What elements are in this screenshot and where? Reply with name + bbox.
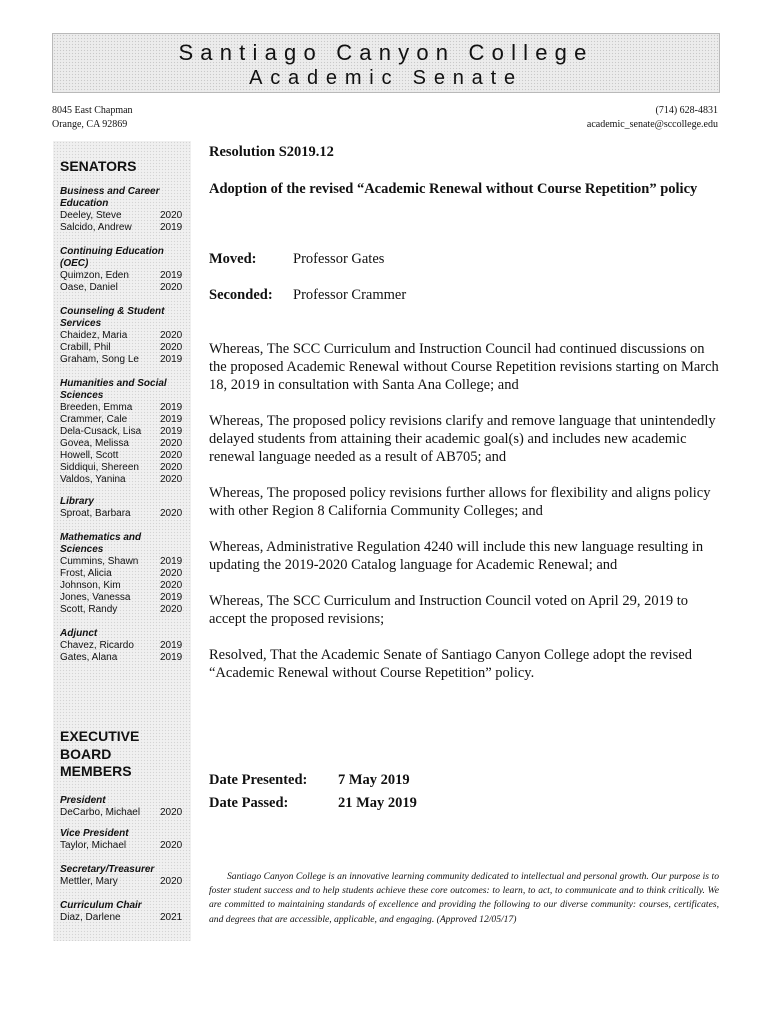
senator-group	[60, 246, 190, 294]
sidebar	[53, 141, 191, 941]
senator-group	[60, 186, 190, 234]
resolved-paragraph: Resolved, That the Academic Senate of Santiago Canyon College adopt the revised “Academic Renewal without Course Repetition” policy.	[209, 647, 692, 681]
contact-info	[587, 104, 718, 132]
group-title: President	[60, 795, 106, 806]
whereas-paragraph-4: Whereas, Administrative Regulation 4240 will include this new language resulting in updating the 2019-2020 Catalog language for Academic Renewal; and	[209, 539, 704, 573]
member-name: Crabill, Phil	[60, 342, 111, 353]
senator-group	[60, 900, 190, 924]
member-name: Cummins, Shawn	[60, 556, 139, 567]
member-term-year: 2020	[160, 568, 183, 579]
member-term-year: 2019	[160, 640, 183, 651]
senator-group	[60, 496, 190, 520]
member-name: Valdos, Yanina	[60, 474, 126, 485]
member-name: Johnson, Kim	[60, 580, 121, 591]
member-row	[60, 342, 190, 354]
member-term-year: 2020	[160, 580, 183, 591]
member-term-year: 2020	[160, 474, 183, 485]
member-row	[60, 450, 190, 462]
member-term-year: 2019	[160, 556, 183, 567]
whereas-paragraph-5: Whereas, The SCC Curriculum and Instruction Council voted on April 29, 2019 to accept the proposed revisions;	[209, 593, 688, 627]
member-name: Mettler, Mary	[60, 876, 118, 887]
member-name: Frost, Alicia	[60, 568, 112, 579]
member-term-year: 2020	[160, 438, 183, 449]
member-row	[60, 414, 190, 426]
member-name: Govea, Melissa	[60, 438, 129, 449]
resolution-id: Resolution S2019.12	[209, 144, 334, 160]
member-name: Gates, Alana	[60, 652, 118, 663]
member-term-year: 2020	[160, 330, 183, 341]
senator-group	[60, 306, 190, 366]
member-row	[60, 354, 190, 366]
group-title: Humanities and Social Sciences	[60, 378, 167, 401]
member-term-year: 2019	[160, 270, 183, 281]
member-row	[60, 462, 190, 474]
mailing-address	[52, 104, 133, 132]
member-term-year: 2020	[160, 450, 183, 461]
resolution-body	[209, 340, 719, 700]
group-title: Counseling & Student Services	[60, 306, 165, 329]
group-title: Library	[60, 496, 94, 507]
senator-group	[60, 864, 190, 888]
member-name: Dela-Cusack, Lisa	[60, 426, 142, 437]
member-term-year: 2020	[160, 840, 183, 851]
senators-heading: SENATORS	[60, 158, 137, 174]
member-row	[60, 282, 190, 294]
member-name: Sproat, Barbara	[60, 508, 131, 519]
mission-statement: Santiago Canyon College is an innovative learning community dedicated to intellectual and personal growth. Our purpose is to foster student success and to help students achieve these core outcomes: to learn, to act, to communicate and to think critically. We are committed to maintaining standards of excellence and providing the following to our diverse community: courses, certificates, and degrees that are accessible, applicable, and engaging. (Approved 12/05/17)	[209, 871, 719, 925]
whereas-paragraph-1: Whereas, The SCC Curriculum and Instruction Council had continued discussions on the proposed Academic Renewal without Course Repetition revisions starting on March 18, 2019 in consultation with Santa Ana College; and	[209, 341, 719, 393]
member-name: Howell, Scott	[60, 450, 119, 461]
member-row	[60, 556, 190, 568]
member-term-year: 2019	[160, 402, 183, 413]
member-name: Graham, Song Le	[60, 354, 139, 365]
member-row	[60, 402, 190, 414]
member-name: Diaz, Darlene	[60, 912, 121, 923]
street-address: 8045 East Chapman	[52, 105, 133, 116]
email-address: academic_senate@sccollege.edu	[586, 119, 718, 130]
group-title: Vice President	[60, 828, 129, 839]
seconded-value: Professor Crammer	[293, 287, 407, 303]
member-term-year: 2019	[160, 222, 183, 233]
member-name: Breeden, Emma	[60, 402, 133, 413]
group-title: Secretary/Treasurer	[60, 864, 155, 875]
senator-group	[60, 532, 190, 616]
senator-group	[60, 828, 190, 852]
member-row	[60, 640, 190, 652]
date-presented-value: 7 May 2019	[338, 772, 410, 788]
member-row	[60, 652, 190, 664]
member-row	[60, 210, 190, 222]
senate-name: Academic Senate	[249, 67, 523, 89]
member-term-year: 2019	[160, 652, 183, 663]
member-row	[60, 592, 190, 604]
member-term-year: 2019	[160, 426, 183, 437]
member-term-year: 2020	[160, 876, 183, 887]
member-term-year: 2020	[160, 508, 183, 519]
group-title: Mathematics and Sciences	[60, 532, 142, 555]
group-title: Curriculum Chair	[60, 900, 142, 911]
moved-value: Professor Gates	[293, 251, 385, 267]
member-row	[60, 568, 190, 580]
member-term-year: 2019	[160, 592, 183, 603]
member-term-year: 2020	[160, 342, 183, 353]
member-term-year: 2019	[160, 414, 183, 425]
member-term-year: 2020	[160, 604, 183, 615]
seconded-label: Seconded:	[209, 287, 273, 303]
member-term-year: 2020	[160, 282, 183, 293]
college-name: Santiago Canyon College	[178, 40, 594, 65]
group-title: Adjunct	[60, 628, 98, 639]
senator-group	[60, 378, 190, 486]
member-row	[60, 438, 190, 450]
city-state-zip: Orange, CA 92869	[52, 119, 128, 130]
member-name: Salcido, Andrew	[60, 222, 132, 233]
member-name: Taylor, Michael	[60, 840, 127, 851]
member-row	[60, 807, 190, 819]
member-row	[60, 876, 190, 888]
member-name: Jones, Vanessa	[60, 592, 131, 603]
senator-group	[60, 795, 190, 819]
member-row	[60, 474, 190, 486]
member-name: Oase, Daniel	[60, 282, 118, 293]
member-name: Chaidez, Maria	[60, 330, 128, 341]
member-name: Siddiqui, Shereen	[60, 462, 139, 473]
moved-label: Moved:	[209, 251, 257, 267]
member-term-year: 2020	[160, 462, 183, 473]
member-row	[60, 508, 190, 520]
member-row	[60, 222, 190, 234]
member-name: Crammer, Cale	[60, 414, 128, 425]
member-term-year: 2021	[160, 912, 183, 923]
whereas-paragraph-3: Whereas, The proposed policy revisions further allows for flexibility and aligns policy with other Region 8 California Community Colleges; and	[209, 485, 711, 519]
date-presented-label: Date Presented:	[209, 772, 308, 788]
phone-number: (714) 628-4831	[655, 105, 718, 116]
member-term-year: 2020	[160, 807, 183, 818]
member-term-year: 2019	[160, 354, 183, 365]
date-passed-value: 21 May 2019	[338, 795, 417, 811]
group-title: Business and Career Education	[60, 186, 160, 209]
resolution-title: Adoption of the revised “Academic Renewal without Course Repetition” policy	[209, 181, 698, 197]
member-name: Quimzon, Eden	[60, 270, 129, 281]
header-banner	[52, 33, 720, 93]
member-row	[60, 270, 190, 282]
member-row	[60, 330, 190, 342]
member-name: DeCarbo, Michael	[60, 807, 141, 818]
group-title: Continuing Education (OEC)	[60, 246, 164, 269]
whereas-paragraph-2: Whereas, The proposed policy revisions clarify and remove language that unintendedly delayed students from attaining their academic goal(s) and includes new academic renewal language needed as a result of AB705; and	[209, 413, 716, 465]
member-name: Scott, Randy	[60, 604, 118, 615]
member-term-year: 2020	[160, 210, 183, 221]
executive-board-heading: EXECUTIVE BOARD MEMBERS	[60, 728, 140, 779]
member-row	[60, 604, 190, 616]
date-passed-label: Date Passed:	[209, 795, 289, 811]
member-row	[60, 840, 190, 852]
member-row	[60, 426, 190, 438]
member-name: Chavez, Ricardo	[60, 640, 134, 651]
senator-group	[60, 628, 190, 664]
member-name: Deeley, Steve	[60, 210, 122, 221]
member-row	[60, 580, 190, 592]
member-row	[60, 912, 190, 924]
